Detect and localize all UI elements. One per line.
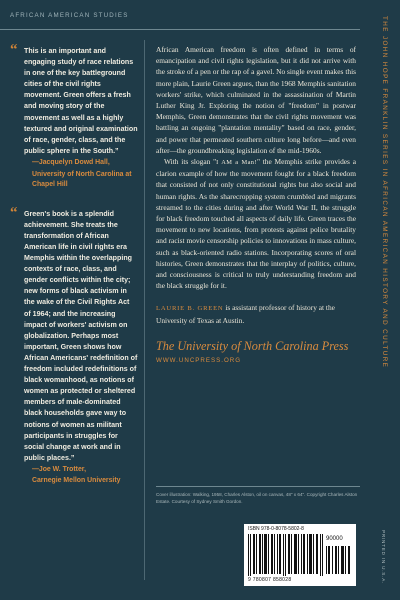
category-label: AFRICAN AMERICAN STUDIES [10,12,129,19]
description-column [156,44,356,364]
endorsement-quote [10,204,138,487]
endorsements-column [10,42,138,487]
quote-attribution-affiliation: Carnegie Mellon University [32,477,121,485]
quote-mark-icon: “ [10,204,18,221]
publisher-url[interactable]: WWW.UNCPRESS.ORG [156,356,242,364]
barcode-bars-icon [248,534,324,576]
price-barcode-icon [326,546,352,574]
series-title: THE JOHN HOPE FRANKLIN SERIES IN AFRICAN AMERICAN HISTORY AND CULTURE [381,16,388,369]
strike-slogan: I AM a Man! [216,159,257,167]
isbn-barcode [244,524,356,586]
author-bio [156,302,356,325]
printed-in-label: PRINTED IN U.S.A. [381,530,386,585]
isbn-number: ISBN 978-0-8078-5802-8 [248,526,304,532]
barcode-digits: 9 780807 858028 [248,577,292,583]
author-name: LAURIE B. GREEN [156,305,224,313]
quote-attribution-affiliation: University of North Carolina at Chapel Hill [32,170,132,189]
paragraph-rest: " the Memphis strike provides a clarion example of how the movement fought for a black freedom that consisted of not only constitutional rights but also social and human rights. As the sharecropping system crumbled and migrants streamed to the cities during and after World War II, the struggle for black freedom touched all aspects of daily life. Green traces the movement to new locations, from protests against police brutality and racist movie censorship policies to innovations in mass culture, such as black-oriented radio stations. Incorporating scores of oral histories, Green demonstrates that the interplay of politics, culture, and consciousness is critical to truly understanding freedom and the black struggle for it. [156,157,357,291]
top-divider [0,29,360,30]
quote-mark-icon: “ [10,42,18,58]
price-code: 90000 [326,536,343,542]
column-divider [144,40,145,580]
quote-text: This is an important and engaging study of race relations in one of the key battleground cities of the civil rights movement. Green offers a fresh and moving story of the movement as well as a highly textured and original examination of race, gender, class, and the public sphere in the South.” [24,47,138,155]
description-paragraph [156,156,356,291]
author-bio-text: is assistant professor of history at the University of Texas at Austin. [156,303,335,325]
quote-attribution-name: —Joe W. Trotter, [32,465,86,473]
description-paragraph: African American freedom is often defined in terms of emancipation and civil rights legislation, but it did not arrive with the stroke of a pen or the rap of a gavel. No single event makes this more plain, Laurie Green argues, than the 1968 Memphis sanitation workers' strike, which culminated in the assassination of Martin Luther King Jr. Exploring the notion of "freedom" in postwar Memphis, Green demonstrates that the civil rights movement was battling an ongoing "plantation mentality" based on race, gender, and power that permeated southern culture long before—and even after—the groundbreaking legislation of the mid-1960s. [156,45,356,155]
quote-attribution-name: —Jacquelyn Dowd Hall, [32,158,110,166]
cover-credit: Cover illustration: Walking, 1958, Charles Alston, oil on canvas, 48" x 64". Copyright Charles Alston Estate. Courtesy of Sydney Smith Gordon. [156,492,358,504]
credit-divider [156,486,360,487]
quote-text: Green's book is a splendid achievement. She treats the transformation of African American life in civil rights era Memphis within the overlapping contexts of race, class, and gender conflicts within the city; new forms of black activism in the wake of the Civil Rights Act of 1964; and the increasing impact of workers' activism on globalization. Perhaps most important, Green shows how African Americans' redefinition of freedom included redefinitions of black womanhood, as notions of women as protected or sheltered members of male-dominated black households gave way to notions of women as militant participants in struggles for social change at work and in public places.” [24,209,138,462]
publisher-name: The University of North Carolina Press [156,338,349,353]
paragraph-lead: With its slogan " [164,157,217,167]
endorsement-quote [10,42,138,191]
